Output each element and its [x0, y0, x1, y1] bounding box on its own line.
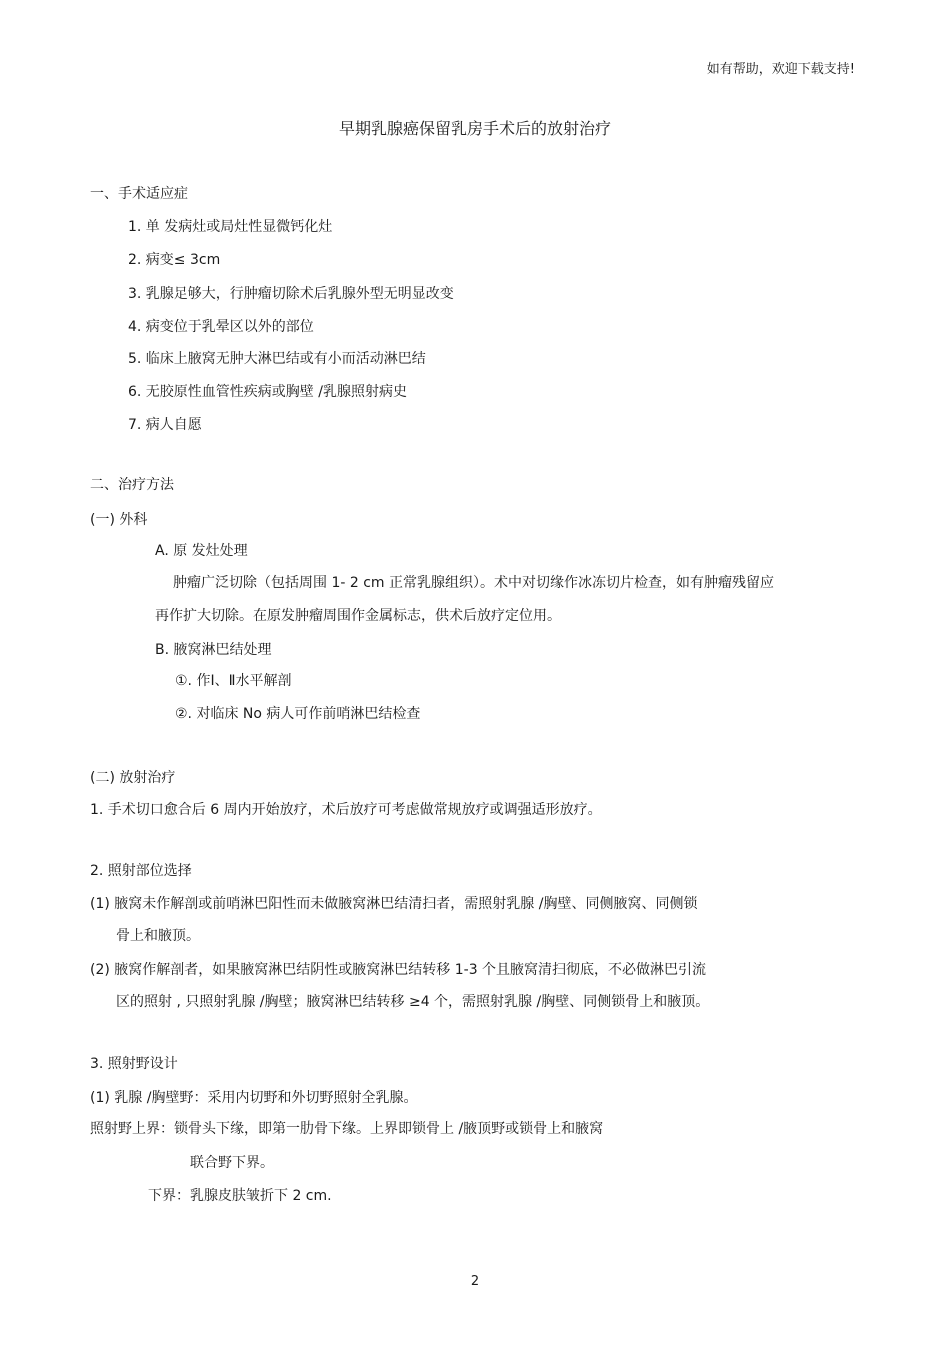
list-item: 6. 无胶原性血管性疾病或胸壁 /乳腺照射病史: [128, 384, 407, 400]
paragraph-text: 照射野上界：锁骨头下缘，即第一肋骨下缘。上界即锁骨上 /腋顶野或锁骨上和腋窝: [90, 1121, 604, 1137]
list-item: ②. 对临床 No 病人可作前哨淋巴结检查: [175, 706, 421, 722]
section-heading: 二、治疗方法: [90, 477, 174, 493]
paragraph-heading: 2. 照射部位选择: [90, 863, 192, 879]
list-item: 5. 临床上腋窝无肿大淋巴结或有小而活动淋巴结: [128, 351, 426, 367]
header-note: 如有帮助，欢迎下载支持!: [706, 62, 855, 77]
paragraph-text: 1. 手术切口愈合后 6 周内开始放疗，术后放疗可考虑做常规放疗或调强适形放疗。: [90, 802, 602, 818]
paragraph-text: (1) 乳腺 /胸壁野：采用内切野和外切野照射全乳腺。: [90, 1090, 418, 1106]
page-title: 早期乳腺癌保留乳房手术后的放射治疗: [338, 119, 611, 138]
paragraph-text: 骨上和腋顶。: [116, 928, 200, 944]
paragraph-text: 再作扩大切除。在原发肿瘤周围作金属标志，供术后放疗定位用。: [155, 608, 561, 624]
subsection-heading: (一) 外科: [90, 512, 148, 528]
paragraph-text: (2) 腋窝作解剖者，如果腋窝淋巴结阴性或腋窝淋巴结转移 1-3 个且腋窝清扫彻底，不必做淋巴引流: [90, 962, 707, 978]
paragraph-heading: A. 原 发灶处理: [155, 543, 248, 559]
list-item: ①. 作Ⅰ、Ⅱ水平解剖: [175, 673, 292, 689]
list-item: 7. 病人自愿: [128, 417, 202, 433]
paragraph-text: 肿瘤广泛切除（包括周围 1- 2 cm 正常乳腺组织）。术中对切缘作冰冻切片检查，如有肿瘤残留应: [173, 575, 774, 591]
list-item: 2. 病变≤ 3cm: [128, 252, 221, 268]
paragraph-heading: B. 腋窝淋巴结处理: [155, 642, 272, 658]
section-heading: 一、手术适应症: [90, 186, 188, 202]
paragraph-text: (1) 腋窝未作解剖或前哨淋巴阳性而未做腋窝淋巴结清扫者，需照射乳腺 /胸壁、同侧腋窝、同侧锁: [90, 896, 698, 912]
list-item: 4. 病变位于乳晕区以外的部位: [128, 319, 314, 335]
paragraph-text: 区的照射 , 只照射乳腺 /胸壁；腋窝淋巴结转移 ≥4 个，需照射乳腺 /胸壁、同侧锁骨上和腋顶。: [116, 994, 710, 1010]
paragraph-text: 下界：乳腺皮肤皱折下 2 cm.: [148, 1188, 332, 1204]
paragraph-heading: 3. 照射野设计: [90, 1056, 178, 1072]
page-number: 2: [470, 1274, 480, 1289]
list-item: 3. 乳腺足够大，行肿瘤切除术后乳腺外型无明显改变: [128, 286, 454, 302]
subsection-heading: (二) 放射治疗: [90, 770, 176, 786]
list-item: 1. 单 发病灶或局灶性显微钙化灶: [128, 219, 333, 235]
paragraph-text: 联合野下界。: [190, 1155, 274, 1171]
